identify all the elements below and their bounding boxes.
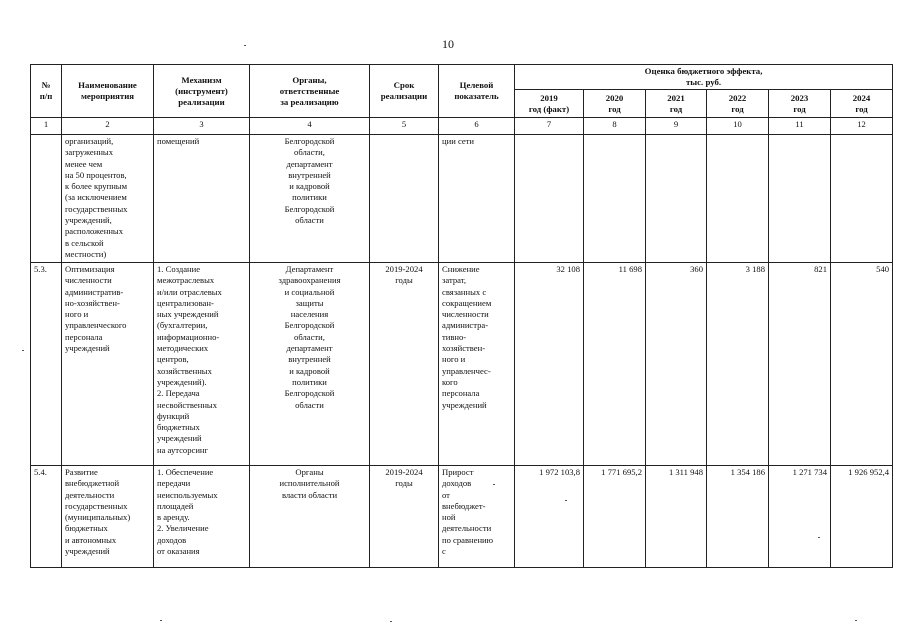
row-target: ции сети	[439, 135, 515, 263]
row-value-2019: 1 972 103,8	[515, 466, 584, 568]
row-value-2022: 1 354 186	[707, 466, 769, 568]
row-name: Оптимизация численности административ- но-хозяйствен- ного и управленческого персонала учреждений	[62, 263, 154, 466]
row-value-2023: 1 271 734	[769, 466, 831, 568]
row-mechanism: 1. Создание межотраслевых и/или отраслевых централизован- ных учреждений (бухгалтерии, информационно- методических центров, хозяйственных учреждений). 2. Передача несвойственных функций бюджетных учреждений на аутсорсинг	[154, 263, 250, 466]
header-year-2023: 2023 год	[769, 90, 831, 118]
row-bodies: Органы исполнительной власти области	[250, 466, 370, 568]
row-value-2022	[707, 135, 769, 263]
table-row	[31, 263, 893, 466]
header-year-2022: 2022 год	[707, 90, 769, 118]
header-mechanism: Механизм (инструмент) реализации	[154, 65, 250, 118]
header-year-2024: 2024 год	[831, 90, 893, 118]
column-number: 11	[769, 118, 831, 135]
row-value-2023	[769, 135, 831, 263]
budget-effect-table	[30, 64, 893, 568]
row-value-2023: 821	[769, 263, 831, 466]
column-number: 4	[250, 118, 370, 135]
column-number: 8	[584, 118, 646, 135]
row-target: Прирост доходов от внебюджет- ной деятельности по сравнению с	[439, 466, 515, 568]
header-num: № п/п	[31, 65, 62, 118]
row-name: организаций, загруженных менее чем на 50 процентов, к более крупным (за исключением государственных учреждений, расположенных в сельской местности)	[62, 135, 154, 263]
row-term: 2019-2024 годы	[370, 263, 439, 466]
column-number: 12	[831, 118, 893, 135]
column-number: 5	[370, 118, 439, 135]
row-mechanism: помещений	[154, 135, 250, 263]
header-year-2019: 2019 год (факт)	[515, 90, 584, 118]
column-number: 6	[439, 118, 515, 135]
column-number: 2	[62, 118, 154, 135]
row-value-2024	[831, 135, 893, 263]
row-bodies: Белгородской области, департамент внутренней и кадровой политики Белгородской области	[250, 135, 370, 263]
column-number: 1	[31, 118, 62, 135]
scan-speck	[818, 537, 820, 538]
page-number: 10	[442, 37, 454, 51]
row-value-2021: 360	[646, 263, 707, 466]
scan-speck	[855, 620, 857, 621]
row-value-2019: 32 108	[515, 263, 584, 466]
header-year-2020: 2020 год	[584, 90, 646, 118]
row-num: 5.3.	[31, 263, 62, 466]
header-name: Наименование мероприятия	[62, 65, 154, 118]
row-bodies: Департамент здравоохранения и социальной защиты населения Белгородской области, департамент внутренней и кадровой политики Белгородской области	[250, 263, 370, 466]
scan-speck	[244, 45, 246, 46]
row-num	[31, 135, 62, 263]
header-estimate: Оценка бюджетного эффекта, тыс. руб.	[515, 65, 893, 90]
column-number: 7	[515, 118, 584, 135]
header-bodies: Органы, ответственные за реализацию	[250, 65, 370, 118]
row-value-2020: 11 698	[584, 263, 646, 466]
header-term: Срок реализации	[370, 65, 439, 118]
row-term	[370, 135, 439, 263]
column-number: 10	[707, 118, 769, 135]
scan-speck	[22, 350, 24, 351]
row-mechanism: 1. Обеспечение передачи неиспользуемых площадей в аренду. 2. Увеличение доходов от оказания	[154, 466, 250, 568]
column-number: 3	[154, 118, 250, 135]
row-name: Развитие внебюджетной деятельности государственных (муниципальных) бюджетных и автономных учреждений	[62, 466, 154, 568]
header-target: Целевой показатель	[439, 65, 515, 118]
scan-speck	[565, 500, 567, 501]
table-row	[31, 466, 893, 568]
row-value-2020: 1 771 695,2	[584, 466, 646, 568]
row-num: 5.4.	[31, 466, 62, 568]
header-year-2021: 2021 год	[646, 90, 707, 118]
row-value-2024: 1 926 952,4	[831, 466, 893, 568]
scan-speck	[493, 484, 495, 485]
column-number: 9	[646, 118, 707, 135]
table-row	[31, 135, 893, 263]
column-number-row	[31, 118, 893, 135]
scan-speck	[390, 621, 392, 622]
row-value-2019	[515, 135, 584, 263]
row-value-2020	[584, 135, 646, 263]
row-value-2024: 540	[831, 263, 893, 466]
row-target: Снижение затрат, связанных с сокращением численности администра- тивно- хозяйствен- ного и управленчес- кого персонала учреждений	[439, 263, 515, 466]
row-term: 2019-2024 годы	[370, 466, 439, 568]
row-value-2021	[646, 135, 707, 263]
row-value-2022: 3 188	[707, 263, 769, 466]
scan-speck	[160, 620, 162, 621]
row-value-2021: 1 311 948	[646, 466, 707, 568]
